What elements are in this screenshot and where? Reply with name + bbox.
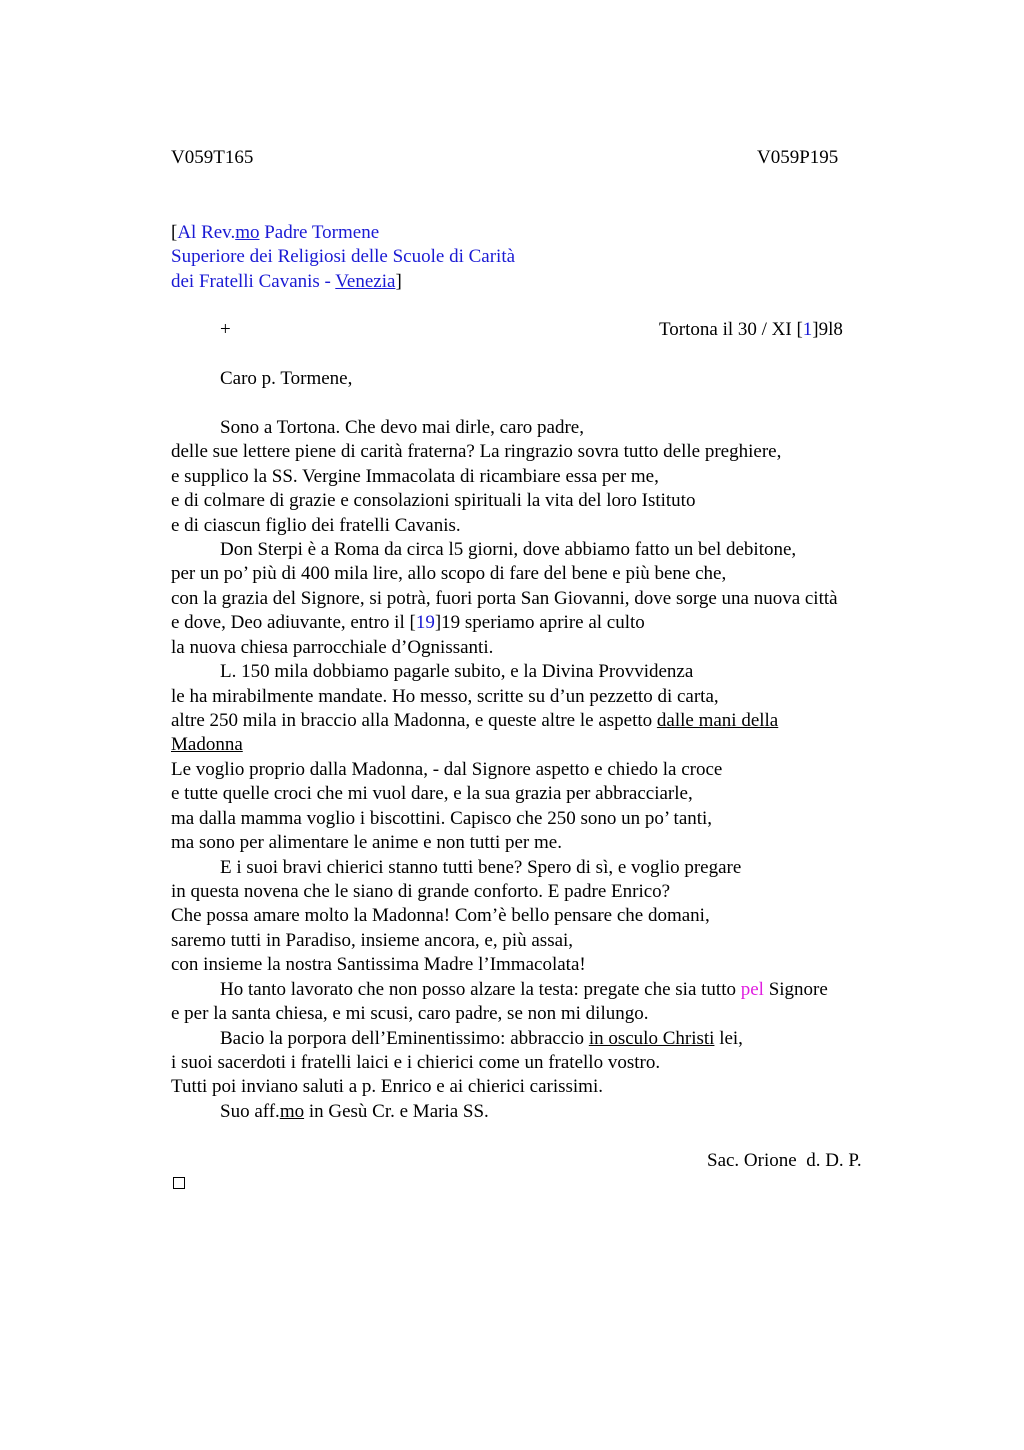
body-line: Tutti poi inviano saluti a p. Enrico e ai chierici carissimi. (171, 1076, 603, 1097)
body-line: e di colmare di grazie e consolazioni spirituali la vita del loro Istituto (171, 490, 696, 511)
body-line: L. 150 mila dobbiamo pagarle subito, e la Divina Provvidenza (220, 661, 694, 682)
body-text: altre 250 mila in braccio alla Madonna, e queste altre le aspetto (171, 710, 657, 731)
date-text: Tortona il 30 / XI [ (659, 319, 803, 340)
body-line (171, 733, 243, 757)
date-insert: 1 (802, 319, 813, 340)
body-line: ma sono per alimentare le anime e non tutti per me. (171, 832, 562, 853)
address-line-1 (171, 221, 379, 245)
date-line (659, 318, 843, 342)
body-text: Ho tanto lavorato che non posso alzare la testa: pregate che sia tutto (220, 979, 741, 1000)
body-underlined: in osculo Christi (588, 1028, 715, 1049)
body-line: e per la santa chiesa, e mi scusi, caro padre, se non mi dilungo. (171, 1003, 649, 1024)
body-line: E i suoi bravi chierici stanno tutti bene? Spero di sì, e voglio pregare (220, 857, 742, 878)
body-line: ma dalla mamma voglio i biscottini. Capisco che 250 sono un po’ tanti, (171, 808, 713, 829)
body-line (171, 709, 778, 733)
address-title-abbrev: mo (235, 222, 260, 243)
body-underlined: mo (279, 1101, 305, 1122)
body-line: la nuova chiesa parrocchiale d’Ognissanti. (171, 637, 494, 658)
body-line: per un po’ più di 400 mila lire, allo scopo di fare del bene e più bene che, (171, 563, 727, 584)
body-line: con insieme la nostra Santissima Madre l’Immacolata! (171, 954, 586, 975)
address-line-3-text: dei Fratelli Cavanis - (171, 271, 336, 292)
body-text: Suo aff. (220, 1101, 280, 1122)
body-line: Sono a Tortona. Che devo mai dirle, caro padre, (220, 417, 584, 438)
body-line: Le voglio proprio dalla Madonna, - dal Signore aspetto e chiedo la croce (171, 759, 723, 780)
body-line: in questa novena che le siano di grande conforto. E padre Enrico? (171, 881, 671, 902)
address-line-3 (171, 270, 402, 294)
signature: Sac. Orione d. D. P. (707, 1150, 862, 1171)
address-title: Al Rev. (177, 222, 236, 243)
body-insert: 19 (415, 612, 435, 633)
body-line: e supplico la SS. Vergine Immacolata di ricambiare essa per me, (171, 466, 659, 487)
body-line (220, 1027, 743, 1051)
body-line: con la grazia del Signore, si potrà, fuori porta San Giovanni, dove sorge una nuova città (171, 588, 838, 609)
body-text: ]19 speriamo aprire al culto (434, 612, 645, 633)
body-text: in Gesù Cr. e Maria SS. (304, 1101, 489, 1122)
cross-mark: + (220, 319, 231, 340)
checkbox-square-icon (173, 1177, 185, 1189)
body-text: Bacio la porpora dell’Eminentissimo: abbraccio (220, 1028, 589, 1049)
body-text: e dove, Deo adiuvante, entro il [ (171, 612, 416, 633)
salutation: Caro p. Tormene, (220, 368, 353, 389)
body-line (220, 978, 828, 1002)
body-text: lei, (714, 1028, 743, 1049)
date-year: ]9l8 (812, 319, 843, 340)
body-line: i suoi sacerdoti i fratelli laici e i chierici come un fratello vostro. (171, 1052, 661, 1073)
header-left-code: V059T165 (171, 147, 254, 168)
body-text: Signore (763, 979, 828, 1000)
body-line: e tutte quelle croci che mi vuol dare, e la sua grazia per abbracciarle, (171, 783, 693, 804)
address-name: Padre Tormene (259, 222, 380, 243)
body-line: Che possa amare molto la Madonna! Com’è bello pensare che domani, (171, 905, 710, 926)
address-bracket-close: ] (395, 271, 402, 292)
address-bracket-open: [ (171, 222, 178, 243)
address-line-2: Superiore dei Religiosi delle Scuole di Carità (171, 246, 516, 267)
body-line: delle sue lettere piene di carità fraterna? La ringrazio sovra tutto delle preghiere, (171, 441, 782, 462)
body-highlight: pel (740, 979, 764, 1000)
body-line (220, 1100, 489, 1124)
body-line (171, 611, 645, 635)
body-line: Don Sterpi è a Roma da circa l5 giorni, dove abbiamo fatto un bel debitone, (220, 539, 797, 560)
header-right-code: V059P195 (757, 147, 839, 168)
body-line: le ha mirabilmente mandate. Ho messo, scritte su d’un pezzetto di carta, (171, 686, 719, 707)
body-underlined: dalle mani della (656, 710, 779, 731)
body-underlined: Madonna (171, 734, 243, 755)
body-line: saremo tutti in Paradiso, insieme ancora, e, più assai, (171, 930, 574, 951)
address-city: Venezia (335, 271, 396, 292)
body-line: e di ciascun figlio dei fratelli Cavanis. (171, 515, 461, 536)
